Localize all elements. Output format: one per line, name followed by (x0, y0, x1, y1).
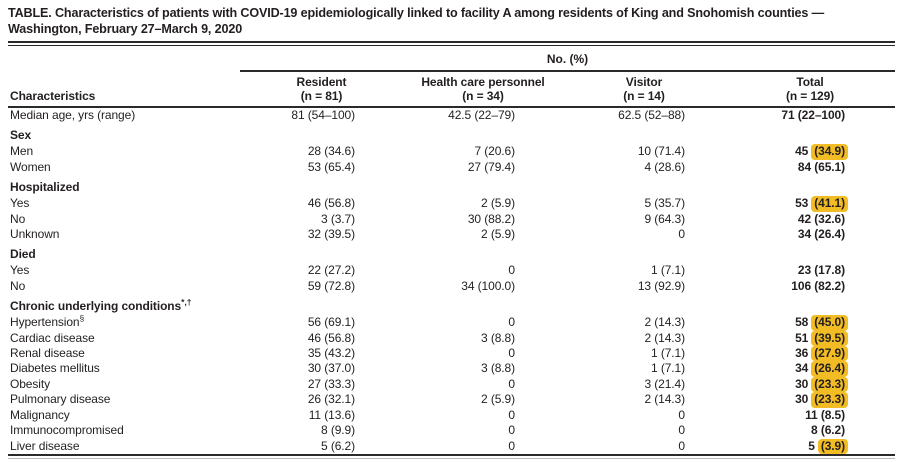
cell-visitor: 13 (92.9) (637, 278, 685, 293)
row-label-cell (8, 423, 240, 438)
row-label: Sex (10, 127, 32, 142)
total-count: 53 (795, 196, 809, 211)
row-label-cell (8, 279, 240, 294)
table-row (8, 123, 895, 144)
row-label-cell (8, 144, 240, 159)
cell-total (725, 227, 895, 242)
table-row (8, 331, 895, 346)
row-label-cell (8, 331, 240, 346)
row-label-cell (8, 439, 240, 454)
cell-total (725, 107, 895, 123)
table-row (8, 107, 895, 123)
column-header-resident (240, 71, 403, 107)
cell-total (725, 160, 895, 175)
column-n: (n = 14) (623, 88, 665, 103)
total-percent-highlight: (34.9) (811, 144, 848, 159)
table-row (8, 408, 895, 423)
total-percent-highlight: (45.0) (811, 315, 848, 330)
row-label: Malignancy (10, 407, 70, 422)
cell-visitor (563, 242, 725, 263)
total-percent-highlight: (23.3) (811, 392, 848, 407)
cell-total (725, 361, 895, 376)
row-label: Liver disease (10, 438, 80, 453)
table-row (8, 315, 895, 330)
table-row (8, 294, 895, 315)
cell-visitor: 9 (64.3) (644, 211, 685, 226)
cell-health-care-personnel: 0 (508, 346, 515, 361)
cell-resident: 35 (43.2) (307, 346, 355, 361)
row-label: No (10, 211, 26, 226)
cell-visitor: 2 (14.3) (644, 315, 685, 330)
cell-resident: 27 (33.3) (307, 376, 355, 391)
row-label-cell (8, 263, 240, 278)
span-header-row (8, 46, 895, 71)
cell-resident: 46 (56.8) (307, 196, 355, 211)
total-percent-highlight: (39.5) (811, 331, 848, 346)
row-label-cell (8, 377, 240, 392)
table-row (8, 346, 895, 361)
cell-health-care-personnel: 2 (5.9) (481, 196, 515, 211)
cell-total (725, 315, 895, 330)
cell-resident: 11 (13.6) (308, 407, 355, 422)
column-n: (n = 81) (300, 88, 343, 103)
cell-health-care-personnel: 0 (508, 423, 515, 438)
cell-health-care-personnel (403, 175, 563, 196)
cell-total (725, 196, 895, 211)
row-label-cell (8, 123, 240, 144)
column-label: Visitor (625, 75, 663, 89)
cell-total (725, 175, 895, 196)
table-row (8, 144, 895, 159)
table-row (8, 263, 895, 278)
cell-health-care-personnel: 42.5 (22–79) (448, 108, 515, 122)
cell-health-care-personnel (403, 294, 563, 315)
cell-resident: 3 (3.7) (321, 211, 355, 226)
cell-resident: 53 (65.4) (307, 159, 355, 174)
total-count: 34 (26.4) (797, 227, 846, 242)
cell-resident: 22 (27.2) (307, 263, 355, 278)
cell-health-care-personnel: 7 (20.6) (474, 144, 515, 159)
cell-resident: 8 (9.9) (321, 423, 355, 438)
row-label-cell (8, 361, 240, 376)
row-label-cell (8, 212, 240, 227)
total-count: 42 (32.6) (797, 211, 846, 226)
cell-total (725, 279, 895, 294)
total-count: 71 (22–100) (781, 108, 846, 122)
row-label: Hypertension (10, 315, 80, 330)
total-count: 8 (6.2) (811, 423, 846, 438)
cell-health-care-personnel (403, 123, 563, 144)
cell-total (725, 346, 895, 361)
cell-health-care-personnel: 0 (508, 315, 515, 330)
total-count: 106 (82.2) (791, 278, 846, 293)
cell-visitor: 0 (678, 423, 685, 438)
column-label: Total (796, 75, 824, 89)
column-label: Health care personnel (421, 75, 545, 89)
cell-visitor: 10 (71.4) (637, 144, 685, 159)
row-label: Immunocompromised (10, 423, 124, 438)
row-label: Pulmonary disease (10, 392, 111, 407)
cell-total (725, 294, 895, 315)
row-label: Died (10, 246, 36, 261)
table-row (8, 175, 895, 196)
row-label: Yes (10, 196, 30, 211)
cell-visitor: 3 (21.4) (644, 376, 685, 391)
total-count: 11 (8.5) (805, 407, 846, 422)
column-header-total (725, 71, 895, 107)
row-label: Hospitalized (10, 179, 80, 194)
cell-resident: 46 (56.8) (307, 330, 355, 345)
table-row (8, 377, 895, 392)
cell-resident (240, 123, 403, 144)
table-row (8, 279, 895, 294)
row-label: No (10, 278, 26, 293)
cell-health-care-personnel: 2 (5.9) (481, 227, 515, 242)
row-label-superscript: *,† (181, 296, 192, 307)
cell-resident: 59 (72.8) (307, 278, 355, 293)
row-label-cell (8, 175, 240, 196)
table-header (8, 46, 895, 107)
cell-visitor: 1 (7.1) (651, 263, 685, 278)
cell-total (725, 423, 895, 438)
cell-visitor: 0 (678, 227, 685, 242)
total-count: 84 (65.1) (797, 159, 846, 174)
row-label-cell (8, 294, 240, 315)
span-header-spacer (8, 46, 240, 71)
cell-total (725, 392, 895, 407)
cell-total (725, 377, 895, 392)
cell-visitor: 0 (678, 438, 685, 453)
cell-total (725, 263, 895, 278)
table-row (8, 392, 895, 407)
cell-visitor: 62.5 (52–88) (618, 108, 685, 122)
cell-health-care-personnel: 3 (8.8) (481, 361, 515, 376)
cell-health-care-personnel: 27 (79.4) (467, 159, 515, 174)
total-count: 45 (795, 144, 809, 159)
total-percent-highlight: (23.3) (811, 377, 848, 392)
cell-resident (240, 175, 403, 196)
column-header-visitor (563, 71, 725, 107)
cell-total (725, 123, 895, 144)
total-count: 34 (795, 361, 809, 376)
bottom-rule (8, 454, 895, 459)
total-count: 51 (795, 330, 809, 345)
row-label-superscript: § (79, 313, 85, 324)
cell-health-care-personnel: 0 (508, 263, 515, 278)
cell-total (725, 144, 895, 159)
row-label: Chronic underlying conditions (10, 298, 182, 313)
table-row (8, 242, 895, 263)
cell-resident: 30 (37.0) (307, 361, 355, 376)
cell-resident: 81 (54–100) (291, 108, 355, 122)
row-label: Diabetes mellitus (10, 361, 100, 376)
table-figure (0, 5, 900, 462)
cell-total (725, 408, 895, 423)
cell-total (725, 242, 895, 263)
row-label-cell (8, 315, 240, 330)
cell-resident: 56 (69.1) (307, 315, 355, 330)
cell-health-care-personnel: 0 (508, 407, 515, 422)
cell-health-care-personnel: 0 (508, 376, 515, 391)
cell-resident (240, 242, 403, 263)
row-label-cell (8, 392, 240, 407)
column-n: (n = 34) (462, 88, 504, 103)
row-label-cell (8, 227, 240, 242)
cell-visitor (563, 123, 725, 144)
cell-visitor: 4 (28.6) (644, 159, 685, 174)
table-row (8, 196, 895, 211)
row-label: Median age, yrs (range) (10, 108, 136, 122)
characteristics-table (8, 46, 895, 454)
cell-resident: 26 (32.1) (307, 392, 355, 407)
table-row (8, 423, 895, 438)
row-label-cell (8, 196, 240, 211)
table-row (8, 160, 895, 175)
column-label: Resident (296, 75, 347, 89)
cell-visitor: 1 (7.1) (651, 361, 685, 376)
row-label: Obesity (10, 376, 50, 391)
row-label-cell (8, 346, 240, 361)
cell-resident: 28 (34.6) (307, 144, 355, 159)
row-label-cell (8, 160, 240, 175)
total-percent-highlight: (3.9) (818, 439, 848, 454)
row-label: Renal disease (10, 346, 85, 361)
total-count: 5 (808, 438, 815, 453)
table-row (8, 439, 895, 454)
cell-health-care-personnel: 2 (5.9) (481, 392, 515, 407)
cell-resident (240, 294, 403, 315)
cell-visitor: 5 (35.7) (644, 196, 685, 211)
table-body (8, 107, 895, 454)
row-label-cell (8, 408, 240, 423)
column-header-characteristics: Characteristics (8, 71, 240, 107)
cell-total (725, 331, 895, 346)
column-header-health-care-personnel (403, 71, 563, 107)
cell-visitor (563, 175, 725, 196)
table-row (8, 212, 895, 227)
cell-visitor: 2 (14.3) (644, 330, 685, 345)
cell-total (725, 439, 895, 454)
cell-resident: 32 (39.5) (307, 227, 355, 242)
table-title: TABLE. Characteristics of patients with COVID-19 epidemiologically linked to facility A among residents of King and Snohomish counties — Washington, February 27–March 9, 2020 (8, 6, 825, 36)
total-percent-highlight: (41.1) (811, 196, 848, 211)
cell-visitor: 1 (7.1) (651, 346, 685, 361)
total-count: 58 (795, 315, 809, 330)
cell-health-care-personnel: 0 (508, 438, 515, 453)
column-header-row (8, 71, 895, 107)
cell-health-care-personnel: 34 (100.0) (461, 278, 515, 293)
cell-visitor: 0 (678, 407, 685, 422)
table-row (8, 361, 895, 376)
column-n: (n = 129) (785, 88, 835, 103)
row-label-cell (8, 107, 240, 123)
row-label-cell (8, 242, 240, 263)
total-count: 23 (17.8) (797, 263, 846, 278)
total-percent-highlight: (26.4) (811, 361, 848, 376)
row-label: Yes (10, 263, 30, 278)
cell-total (725, 212, 895, 227)
cell-visitor: 2 (14.3) (644, 392, 685, 407)
row-label: Cardiac disease (10, 330, 95, 345)
span-header-no-pct: No. (%) (240, 46, 895, 71)
cell-health-care-personnel: 3 (8.8) (481, 330, 515, 345)
total-percent-highlight: (27.9) (811, 346, 848, 361)
row-label: Unknown (10, 227, 60, 242)
total-count: 30 (795, 376, 809, 391)
table-row (8, 227, 895, 242)
total-count: 36 (795, 346, 809, 361)
total-count: 30 (795, 392, 809, 407)
row-label: Men (10, 144, 34, 159)
cell-health-care-personnel (403, 242, 563, 263)
cell-visitor (563, 294, 725, 315)
cell-resident: 5 (6.2) (321, 438, 355, 453)
cell-health-care-personnel: 30 (88.2) (467, 211, 515, 226)
row-label: Women (10, 159, 51, 174)
